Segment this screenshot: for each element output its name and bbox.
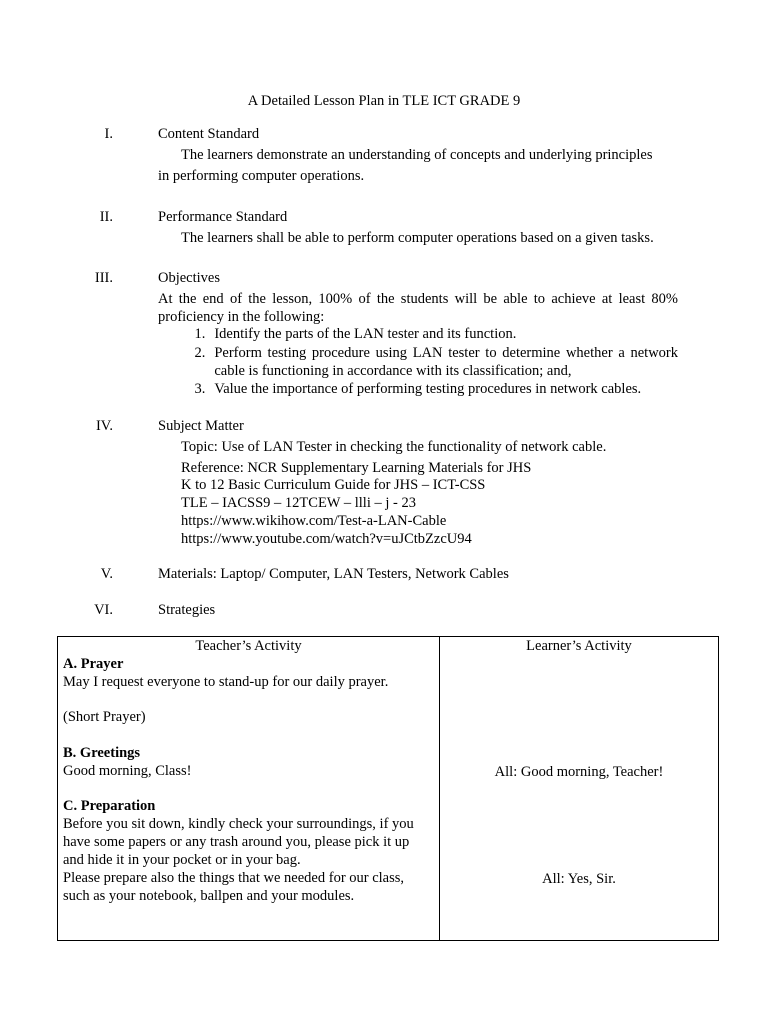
page-title: A Detailed Lesson Plan in TLE ICT GRADE 9	[247, 93, 521, 109]
table-row	[58, 637, 719, 941]
preparation-title: C. Preparation	[63, 798, 156, 814]
subject-reference-link: https://www.youtube.com/watch?v=uJCtbZzcU94	[181, 531, 472, 547]
greetings-response: All: Good morning, Teacher!	[494, 764, 664, 780]
list-number: 2.	[194, 345, 206, 361]
list-item	[158, 344, 678, 380]
section-heading-strategies: Strategies	[158, 602, 216, 618]
greetings-title: B. Greetings	[63, 745, 141, 761]
preparation-text: have some papers or any trash around you, please pick it up	[63, 834, 410, 850]
list-item	[158, 380, 678, 398]
short-prayer: (Short Prayer)	[63, 709, 146, 725]
list-item	[158, 325, 678, 343]
section-number: I.	[104, 126, 113, 142]
list-number: 3.	[194, 381, 206, 397]
subject-reference-link: https://www.wikihow.com/Test-a-LAN-Cable	[181, 513, 447, 529]
subject-reference: K to 12 Basic Curriculum Guide for JHS – ICT-CSS	[181, 477, 486, 493]
preparation-text: such as your notebook, ballpen and your modules.	[63, 888, 355, 904]
section-heading-subject-matter: Subject Matter	[158, 418, 244, 434]
list-text	[205, 344, 678, 380]
preparation-text: Before you sit down, kindly check your surroundings, if you	[63, 816, 414, 832]
list-text-line: Identify the parts of the LAN tester and its function.	[214, 326, 517, 342]
section-heading-content-standard: Content Standard	[158, 126, 260, 142]
objectives-intro: At the end of the lesson, 100% of the students will be able to achieve at least 80%	[158, 291, 678, 307]
subject-topic: Topic: Use of LAN Tester in checking the functionality of network cable.	[181, 439, 607, 455]
list-text-line: cable is functioning in accordance with its classification; and,	[214, 363, 572, 379]
objectives-intro: proficiency in the following:	[158, 309, 325, 325]
section-number: IV.	[95, 418, 113, 434]
list-text-line: Value the importance of performing testing procedures in network cables.	[214, 381, 642, 397]
teacher-activity-header: Teacher’s Activity	[195, 638, 302, 654]
prayer-title: A. Prayer	[63, 656, 124, 672]
section-heading-objectives: Objectives	[158, 270, 221, 286]
preparation-response: All: Yes, Sir.	[542, 871, 616, 887]
section-number: V.	[100, 566, 113, 582]
list-text-line: Perform testing procedure using LAN tester to determine whether a network	[214, 345, 678, 361]
section-heading-performance-standard: Performance Standard	[158, 209, 288, 225]
preparation-text: Please prepare also the things that we needed for our class,	[63, 870, 405, 886]
prayer-text: May I request everyone to stand-up for our daily prayer.	[63, 674, 389, 690]
performance-standard-text: The learners shall be able to perform computer operations based on a given tasks.	[181, 230, 654, 246]
objectives-list	[158, 325, 678, 398]
section-number: III.	[94, 270, 113, 286]
section-heading-materials: Materials: Laptop/ Computer, LAN Testers, Network Cables	[158, 566, 509, 582]
learner-activity-cell	[440, 637, 719, 941]
list-text	[205, 380, 678, 398]
teacher-activity-cell	[58, 637, 440, 941]
section-number: VI.	[94, 602, 113, 618]
list-number: 1.	[194, 326, 206, 342]
strategies-table	[57, 636, 719, 941]
preparation-text: and hide it in your pocket or in your bag.	[63, 852, 301, 868]
greetings-text: Good morning, Class!	[63, 763, 192, 779]
learner-activity-header: Learner’s Activity	[526, 638, 632, 654]
section-number: II.	[99, 209, 113, 225]
list-text	[205, 325, 678, 343]
content-standard-text: The learners demonstrate an understanding of concepts and underlying principles	[181, 147, 653, 163]
content-standard-text: in performing computer operations.	[158, 168, 365, 184]
subject-reference: TLE – IACSS9 – 12TCEW – llli – j - 23	[181, 495, 416, 511]
subject-reference: Reference: NCR Supplementary Learning Materials for JHS	[181, 460, 532, 476]
